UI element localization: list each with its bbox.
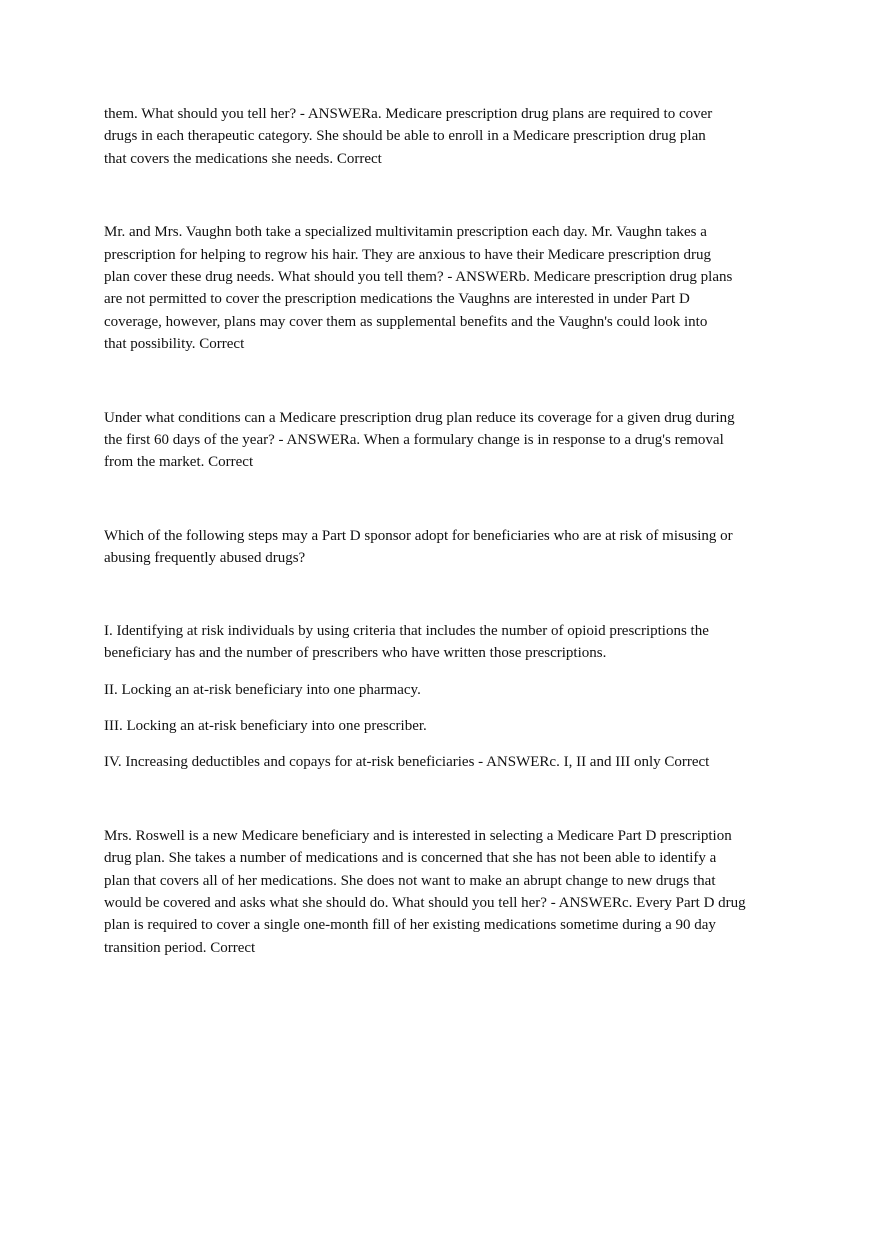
text-line: IV. Increasing deductibles and copays for at-risk beneficiaries - ANSWERc. I, II and III only Correct — [104, 754, 710, 771]
text-line: are not permitted to cover the prescription medications the Vaughns are interested in under Part D — [104, 291, 690, 308]
text-line: abusing frequently abused drugs? — [104, 550, 306, 567]
option-i-identifying-at-risk — [104, 620, 784, 665]
text-line: III. Locking an at-risk beneficiary into one prescriber. — [104, 717, 427, 734]
option-ii-locking-pharmacy — [104, 679, 784, 701]
text-line: would be covered and asks what she should do. What should you tell her? - ANSWERc. Every Part D drug — [104, 894, 746, 911]
option-iv-deductibles-answer — [104, 751, 784, 773]
question-vaughn-multivitamin — [104, 221, 784, 355]
question-part-d-sponsor-steps — [104, 525, 784, 570]
text-line: I. Identifying at risk individuals by using criteria that includes the number of opioid prescriptions the — [104, 622, 709, 639]
text-line: drug plan. She takes a number of medications and is concerned that she has not been able to identify a — [104, 850, 717, 867]
question-roswell-transition — [104, 825, 784, 959]
text-line: the first 60 days of the year? - ANSWERa. When a formulary change is in response to a drug's removal — [104, 432, 724, 449]
text-line: beneficiary has and the number of prescribers who have written those prescriptions. — [104, 645, 607, 662]
text-line: plan is required to cover a single one-month fill of her existing medications sometime during a 90 day — [104, 917, 716, 934]
text-line: II. Locking an at-risk beneficiary into one pharmacy. — [104, 681, 421, 698]
text-line: transition period. Correct — [104, 939, 256, 956]
text-line: prescription for helping to regrow his hair. They are anxious to have their Medicare prescription drug — [104, 246, 712, 263]
text-line: that possibility. Correct — [104, 336, 245, 353]
text-line: coverage, however, plans may cover them as supplemental benefits and the Vaughn's could look into — [104, 313, 708, 330]
text-line: plan cover these drug needs. What should you tell them? - ANSWERb. Medicare prescription drug plans — [104, 269, 733, 286]
option-iii-locking-prescriber — [104, 715, 784, 737]
answer-therapeutic-category — [104, 103, 784, 170]
text-line: drugs in each therapeutic category. She should be able to enroll in a Medicare prescription drug plan — [104, 128, 706, 145]
text-line: them. What should you tell her? - ANSWERa. Medicare prescription drug plans are required to cover — [104, 106, 713, 122]
text-line: that covers the medications she needs. Correct — [104, 150, 382, 167]
question-coverage-reduction — [104, 407, 784, 474]
text-line: plan that covers all of her medications. She does not want to make an abrupt change to new drugs that — [104, 872, 716, 889]
document-body — [104, 103, 784, 959]
text-line: Mrs. Roswell is a new Medicare beneficiary and is interested in selecting a Medicare Part D prescription — [104, 827, 732, 844]
text-line: Mr. and Mrs. Vaughn both take a specialized multivitamin prescription each day. Mr. Vaughn takes a — [104, 224, 707, 241]
text-line: Under what conditions can a Medicare prescription drug plan reduce its coverage for a given drug during — [104, 409, 735, 426]
text-line: Which of the following steps may a Part D sponsor adopt for beneficiaries who are at risk of misusing or — [104, 527, 733, 544]
text-line: from the market. Correct — [104, 454, 254, 471]
